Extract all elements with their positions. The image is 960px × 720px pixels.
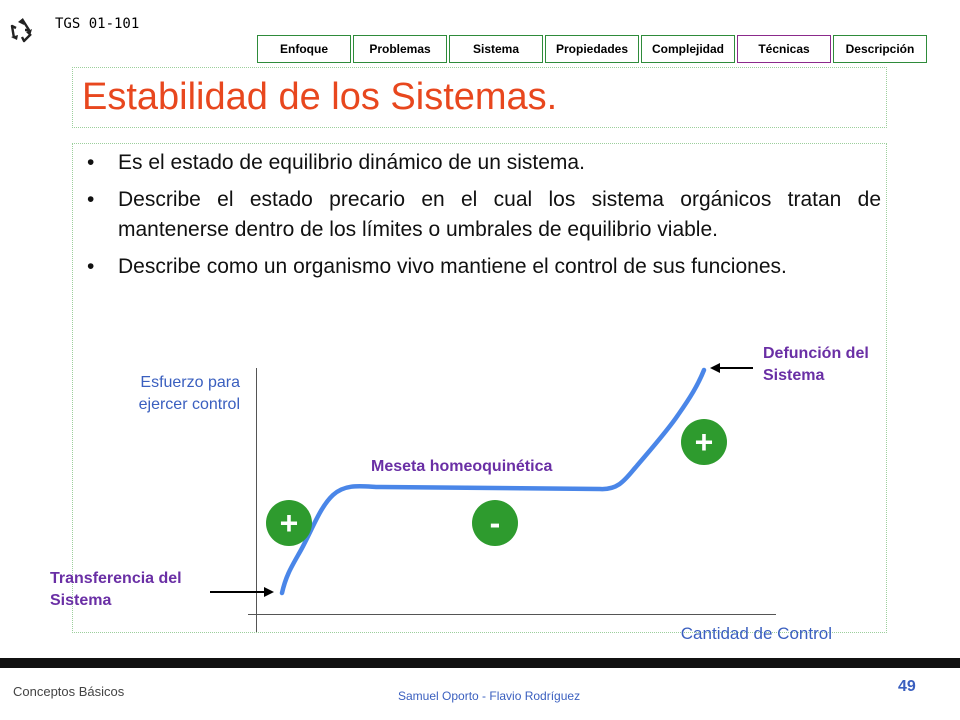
bullet-item: • Describe el estado precario en el cual los sistema orgánicos tratan de mantenerse dentro de los límites o umbrales de equilibrio viable. [87,185,881,245]
plus-sign-left: + [266,500,312,546]
bullet-item: • Describe como un organismo vivo mantiene el control de sus funciones. [87,252,881,282]
nav-tabs [257,35,929,63]
x-axis-line [248,614,776,615]
y-axis-line [256,368,257,632]
tab-enfoque[interactable]: Enfoque [257,35,351,63]
plateau-label: Meseta homeoquinética [371,458,553,475]
plus-sign-right: + [681,419,727,465]
page-number: 49 [898,678,916,695]
death-label: Defunción del Sistema [763,345,869,384]
bullet-list [87,148,881,289]
minus-sign-center: - [472,500,518,546]
bullet-item: • Es el estado de equilibrio dinámico de un sistema. [87,148,881,178]
tab-complejidad[interactable]: Complejidad [641,35,735,63]
tab-sistema[interactable]: Sistema [449,35,543,63]
tab-descripcion[interactable]: Descripción [833,35,927,63]
footer-authors: Samuel Oporto - Flavio Rodríguez [398,689,581,703]
tab-tecnicas[interactable]: Técnicas [737,35,831,63]
x-axis-label: Cantidad de Control [680,624,832,643]
slide-title: Estabilidad de los Sistemas. [82,76,558,118]
course-code: TGS 01-101 [55,16,140,32]
y-axis-label: Esfuerzo para ejercer control [138,374,240,413]
footer-section-label: Conceptos Básicos [13,684,125,699]
footer-bar [0,658,960,668]
tab-propiedades[interactable]: Propiedades [545,35,639,63]
recycle-logo-icon [8,16,36,44]
tab-problemas[interactable]: Problemas [353,35,447,63]
transfer-label: Transferencia del Sistema [50,570,182,609]
